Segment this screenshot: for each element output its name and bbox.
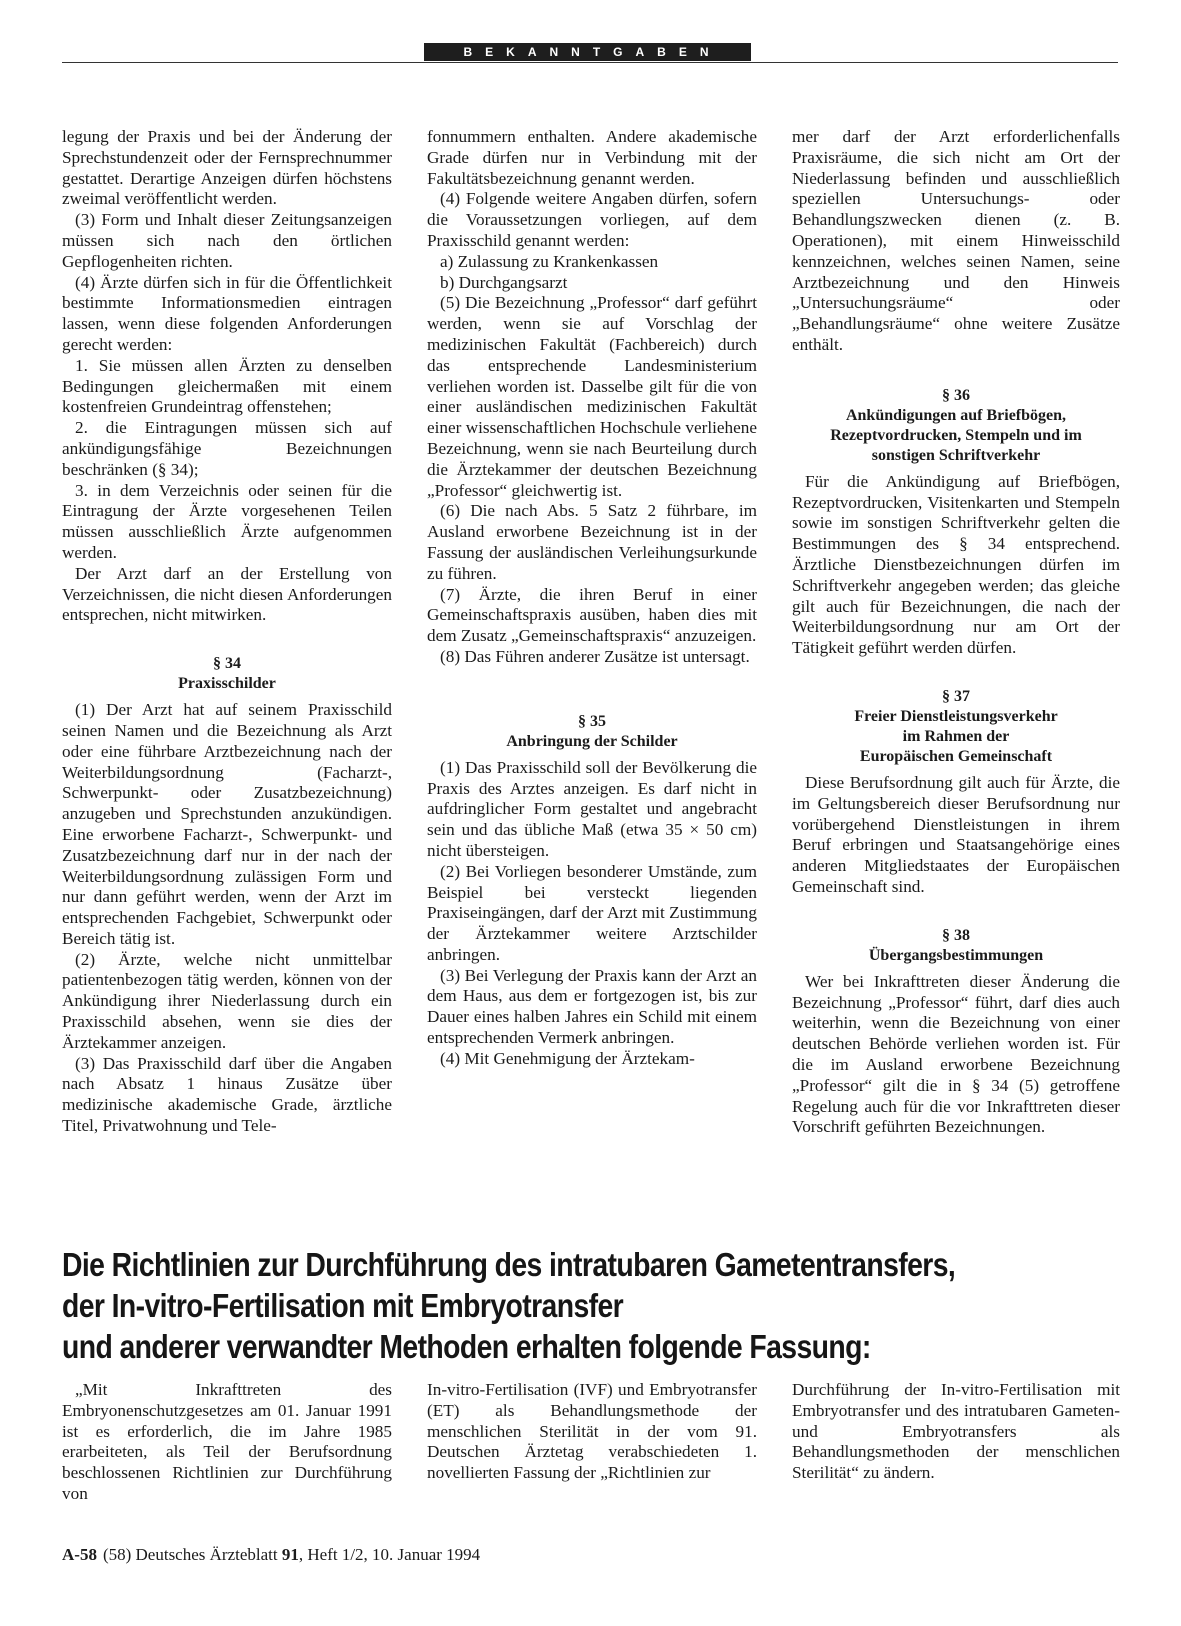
issue-date: , Heft 1/2, 10. Januar 1994 [298,1545,481,1564]
page-number: A-58 [62,1545,97,1564]
paragraph: (5) Die Bezeichnung „Professor“ darf geführt werden, wenn sie auf Vorschlag der medizinischen Fakultät (Fachbereich) durch das entsprechende Landesministerium verliehen worden ist. Dasselbe gilt für die von einer ausländischen medizinischen Fakultät einer wissenschaftlichen Hochschule verliehene Bezeichnung, wenn sie nach Beurteilung durch die Ärztekammer der deutschen Bezeichnung „Professor“ gleichwertig ist. [427,293,757,500]
article-column-2 [427,1380,757,1484]
list-item: a) Zulassung zu Krankenkassen [440,251,659,271]
paragraph: legung der Praxis und bei der Änderung der Sprechstundenzeit oder der Fernsprechnummer gestattet. Derartige Anzeigen dürfen höchstens zweimal veröffentlicht werden. [62,127,392,209]
text-column-3 [792,127,1120,1138]
paragraph: In-vitro-Fertilisation (IVF) und Embryotransfer (ET) als Behandlungsmethode der menschlichen Sterilität in der vom 91. Deutschen Ärztetag verabschiedeten 1. novellierten Fassung der „Richtlinien zur [427,1380,757,1483]
list-item: 1. Sie müssen allen Ärzten zu denselben Bedingungen gleichermaßen mit einem kostenfreien Grundeintrag offenstehen; [62,355,392,417]
publication-name: (58) Deutsches Ärzteblatt [102,1545,278,1564]
paragraph: Der Arzt darf an der Erstellung von Verzeichnissen, die nicht diesen Anforderungen entsprechen, nicht mitwirken. [62,563,392,625]
paragraph: (3) Das Praxisschild darf über die Angaben nach Absatz 1 hinaus Zusätze über medizinische akademische Grade, ärztliche Titel, Privatwohnung und Tele- [62,1053,392,1136]
paragraph: (2) Ärzte, welche nicht unmittelbar patientenbezogen tätig werden, können von der Ankündigung ihrer Niederlassung durch ein Praxisschild absehen, wenn sie dies der Ärztekammer anzeigen. [62,949,392,1052]
list-item: b) Durchgangsarzt [440,272,568,292]
paragraph: (4) Ärzte dürfen sich in für die Öffentlichkeit bestimmte Informationsmedien eintragen lassen, wenn diese folgenden Anforderungen gerecht werden: [62,272,392,354]
volume-number: 91 [281,1545,299,1564]
paragraph: (2) Bei Vorliegen besonderer Umstände, zum Beispiel bei versteckt liegenden Praxiseingängen, darf der Arzt mit Zustimmung der Ärztekammer weitere Arztschilder anbringen. [427,861,757,964]
section-title: Anbringung der Schilder [506,732,678,750]
paragraph: (4) Folgende weitere Angaben dürfen, sofern die Voraussetzungen vorliegen, auf dem Praxisschild genannt werden: [427,189,757,250]
paragraph: (3) Form und Inhalt dieser Zeitungsanzeigen müssen sich nach den örtlichen Gepflogenheiten richten. [62,210,392,271]
headline-line: der In-vitro-Fertilisation mit Embryotransfer [62,1287,624,1324]
paragraph: (8) Das Führen anderer Zusätze ist untersagt. [440,646,750,666]
article-headline [62,1244,974,1367]
paragraph: (7) Ärzte, die ihren Beruf in einer Gemeinschaftspraxis ausüben, haben dies mit dem Zusatz „Gemeinschaftspraxis“ anzuzeigen. [427,584,757,646]
section-title: Praxisschilder [178,675,276,693]
section-title: Ankündigungen auf Briefbögen, [845,406,1067,424]
section-title: Rezeptvordrucken, Stempeln und im [830,426,1082,444]
list-item: 3. in dem Verzeichnis oder seinen für die Eintragung der Ärzte vorgesehenen Teilen müssen ausschließlich Ärzte aufgenommen werden. [62,480,392,562]
section-title: Übergangsbestimmungen [868,946,1044,964]
section-number: § 36 [942,386,970,404]
paragraph: Für die Ankündigung auf Briefbögen, Rezeptvordrucken, Visitenkarten und Stempeln sowie im sonstigen Schriftverkehr gelten die Bestimmungen des § 34 entsprechend. Ärztliche Dienstbezeichnungen dürfen im Schriftverkehr angegeben werden; das gleiche gilt auch für Bezeichnungen, die nach der Weiterbildungsordnung nur am Ort der Tätigkeit geführt werden dürfen. [792,471,1120,658]
article-column-3 [792,1380,1120,1484]
text-column-2 [427,127,757,1070]
headline-line: Die Richtlinien zur Durchführung des intratubaren Gametentransfers, [62,1246,956,1283]
section-title: im Rahmen der [902,727,1010,745]
section-title: Europäischen Gemeinschaft [859,747,1053,765]
paragraph: fonnummern enthalten. Andere akademische Grade dürfen nur in Verbindung mit der Fakultätsbezeichnung genannt werden. [427,127,757,188]
list-item: 2. die Eintragungen müssen sich auf ankündigungsfähige Bezeichnungen beschränken (§ 34); [62,418,392,479]
section-number: § 38 [942,926,970,944]
headline-line: und anderer verwandter Methoden erhalten folgende Fassung: [62,1328,871,1365]
section-number: § 37 [942,687,970,705]
page-footer [62,1544,480,1566]
paragraph: Durchführung der In-vitro-Fertilisation mit Embryotransfer und des intratubaren Gameten- und Embryotransfers als Behandlungsmethoden der menschlichen Sterilität“ zu ändern. [792,1380,1120,1483]
header-rule [62,62,1118,63]
paragraph: Wer bei Inkrafttreten dieser Änderung die Bezeichnung „Professor“ führt, darf dies auch weiterhin, wenn die Bezeichnung von einer deutschen Behörde verliehen worden ist. Für die im Ausland erworbene Bezeichnung „Professor“ gilt die in § 34 (5) getroffene Regelung auch für die vor Inkrafttreten dieser Vorschrift geführten Bezeichnungen. [792,971,1120,1137]
paragraph: mer darf der Arzt erforderlichenfalls Praxisräume, die sich nicht am Ort der Niederlassung befinden und ausschließlich speziellen Untersuchungs- oder Behandlungszwecken dienen (z. B. Operationen), mit einem Hinweisschild kennzeichnen, welches seinen Namen, seine Arztbezeichnung und den Hinweis „Untersuchungsräume“ oder „Behandlungsräume“ ohne weitere Zusätze enthält. [792,127,1120,354]
section-title: sonstigen Schriftverkehr [871,446,1041,464]
article-column-1 [62,1380,392,1505]
paragraph: (4) Mit Genehmigung der Ärztekam- [440,1048,695,1068]
section-number: § 35 [578,712,606,730]
paragraph: (6) Die nach Abs. 5 Satz 2 führbare, im Ausland erworbene Bezeichnung ist in der Fassung der ausländischen Verleihungsurkunde zu führen. [427,501,757,583]
text-column-1 [62,127,392,1137]
section-title: Freier Dienstleistungsverkehr [854,707,1058,725]
paragraph: (3) Bei Verlegung der Praxis kann der Arzt an dem Haus, aus dem er fortgezogen ist, bis zur Dauer eines halben Jahres ein Schild mit einem entsprechenden Vermerk anbringen. [427,965,757,1048]
section-number: § 34 [213,655,241,673]
paragraph: „Mit Inkrafttreten des Embryonenschutzgesetzes am 01. Januar 1991 ist es erforderlich, die im Jahre 1985 erarbeiteten, als Teil der Berufsordnung beschlossenen Richtlinien zur Durchführung von [62,1380,392,1503]
section-label: BEKANNTGABEN [424,43,751,61]
paragraph: (1) Das Praxisschild soll der Bevölkerung die Praxis des Arztes anzeigen. Es darf nicht in aufdringlicher Form gestaltet und angebracht sein und das übliche Maß (etwa 35 × 50 cm) nicht übersteigen. [427,757,757,860]
paragraph: Diese Berufsordnung gilt auch für Ärzte, die im Geltungsbereich dieser Berufsordnung nur vorübergehend Dienstleistungen in ihrem Beruf erbringen und Staatsangehörige eines anderen Mitgliedstaates der Europäischen Gemeinschaft sind. [792,772,1120,896]
paragraph: (1) Der Arzt hat auf seinem Praxisschild seinen Namen und die Bezeichnung als Arzt oder eine führbare Arztbezeichnung nach der Weiterbildungsordnung (Facharzt-, Schwerpunkt- oder Zusatzbezeichnung) anzugeben und Sprechstunden anzukündigen. Eine erworbene Facharzt-, Schwerpunkt- und Zusatzbezeichnung darf nur in der nach der Weiterbildungsordnung zulässigen Form und nur dann geführt werden, wenn der Arzt im entsprechenden Fachgebiet, Schwerpunkt oder Bereich tätig ist. [62,700,392,948]
